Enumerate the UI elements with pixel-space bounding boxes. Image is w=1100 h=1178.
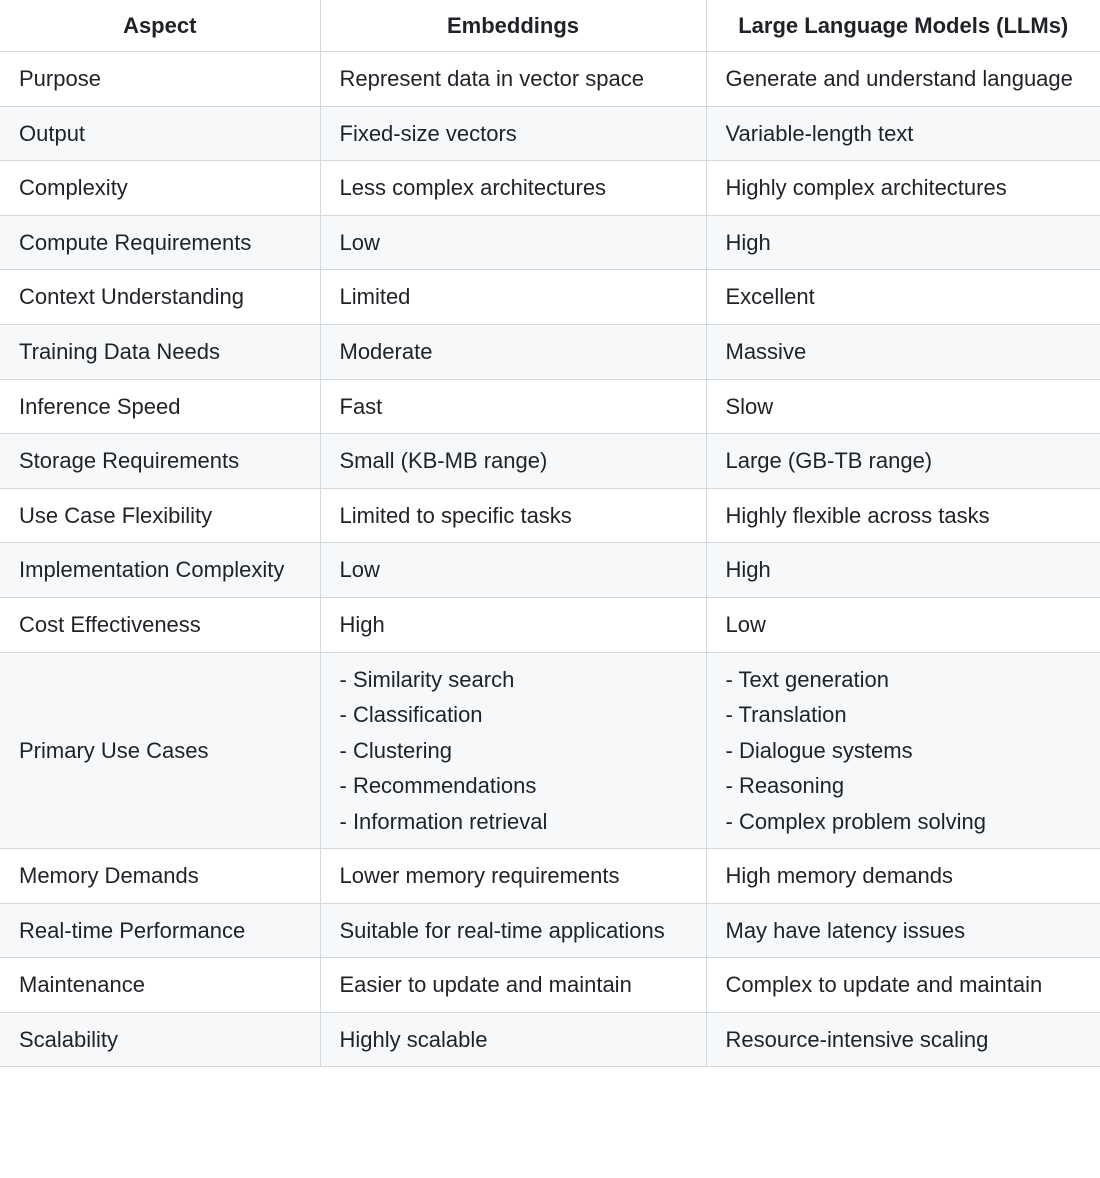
- cell-llms: Highly complex architectures: [706, 161, 1100, 216]
- cell-aspect: Primary Use Cases: [0, 652, 320, 849]
- cell-embeddings: Represent data in vector space: [320, 52, 706, 107]
- cell-embeddings: Moderate: [320, 324, 706, 379]
- table-row: [0, 215, 1100, 270]
- cell-aspect: Implementation Complexity: [0, 543, 320, 598]
- header-row: [0, 0, 1100, 52]
- table-body: [0, 52, 1100, 1067]
- header-llms: Large Language Models (LLMs): [706, 0, 1100, 52]
- cell-embeddings: High: [320, 597, 706, 652]
- cell-llms: Generate and understand language: [706, 52, 1100, 107]
- cell-aspect: Storage Requirements: [0, 434, 320, 489]
- cell-embeddings: Low: [320, 215, 706, 270]
- cell-aspect: Compute Requirements: [0, 215, 320, 270]
- cell-llms: Large (GB-TB range): [706, 434, 1100, 489]
- cell-embeddings: Suitable for real-time applications: [320, 903, 706, 958]
- cell-embeddings: Fast: [320, 379, 706, 434]
- cell-aspect: Complexity: [0, 161, 320, 216]
- cell-embeddings: Highly scalable: [320, 1012, 706, 1067]
- table-row: [0, 434, 1100, 489]
- header-aspect: Aspect: [0, 0, 320, 52]
- table-row: [0, 379, 1100, 434]
- cell-embeddings: Easier to update and maintain: [320, 958, 706, 1013]
- cell-llms: Highly flexible across tasks: [706, 488, 1100, 543]
- list-item: - Dialogue systems: [725, 737, 913, 763]
- list-item: - Classification: [339, 702, 483, 728]
- cell-aspect: Memory Demands: [0, 849, 320, 904]
- cell-llms: High: [706, 215, 1100, 270]
- list-item: - Information retrieval: [339, 808, 548, 834]
- table-row: [0, 270, 1100, 325]
- header-embeddings: Embeddings: [320, 0, 706, 52]
- cell-aspect: Training Data Needs: [0, 324, 320, 379]
- cell-aspect: Use Case Flexibility: [0, 488, 320, 543]
- table-row: [0, 849, 1100, 904]
- table-header: [0, 0, 1100, 52]
- cell-embeddings: Limited to specific tasks: [320, 488, 706, 543]
- list-item: - Similarity search: [339, 666, 515, 692]
- cell-llms: Excellent: [706, 270, 1100, 325]
- cell-llms: High: [706, 543, 1100, 598]
- cell-llms: Variable-length text: [706, 106, 1100, 161]
- cell-aspect: Context Understanding: [0, 270, 320, 325]
- table-row: [0, 324, 1100, 379]
- cell-llms: Massive: [706, 324, 1100, 379]
- cell-llms: Complex to update and maintain: [706, 958, 1100, 1013]
- table-row: [0, 161, 1100, 216]
- table-row: [0, 958, 1100, 1013]
- cell-aspect: Maintenance: [0, 958, 320, 1013]
- table-row: [0, 52, 1100, 107]
- table-row: [0, 652, 1100, 849]
- list-item: - Text generation: [725, 666, 889, 692]
- table-row: [0, 597, 1100, 652]
- cell-llms: Slow: [706, 379, 1100, 434]
- cell-embeddings: Small (KB-MB range): [320, 434, 706, 489]
- list-item: - Translation: [725, 702, 847, 728]
- table-row: [0, 903, 1100, 958]
- cell-llms: May have latency issues: [706, 903, 1100, 958]
- cell-aspect: Cost Effectiveness: [0, 597, 320, 652]
- cell-embeddings: Less complex architectures: [320, 161, 706, 216]
- cell-aspect: Real-time Performance: [0, 903, 320, 958]
- cell-llms: Low: [706, 597, 1100, 652]
- cell-embeddings: Fixed-size vectors: [320, 106, 706, 161]
- list-item: - Clustering: [339, 737, 452, 763]
- table-row: [0, 106, 1100, 161]
- cell-embeddings: Lower memory requirements: [320, 849, 706, 904]
- cell-llms: Resource-intensive scaling: [706, 1012, 1100, 1067]
- cell-llms: [706, 652, 1100, 849]
- cell-embeddings: Limited: [320, 270, 706, 325]
- cell-aspect: Output: [0, 106, 320, 161]
- table-row: [0, 543, 1100, 598]
- list-item: - Recommendations: [339, 773, 537, 799]
- table-row: [0, 1012, 1100, 1067]
- cell-embeddings: Low: [320, 543, 706, 598]
- cell-aspect: Inference Speed: [0, 379, 320, 434]
- list-item: - Reasoning: [725, 773, 845, 799]
- table-row: [0, 488, 1100, 543]
- list-item: - Complex problem solving: [725, 808, 986, 834]
- cell-llms: High memory demands: [706, 849, 1100, 904]
- cell-aspect: Purpose: [0, 52, 320, 107]
- cell-aspect: Scalability: [0, 1012, 320, 1067]
- cell-embeddings: [320, 652, 706, 849]
